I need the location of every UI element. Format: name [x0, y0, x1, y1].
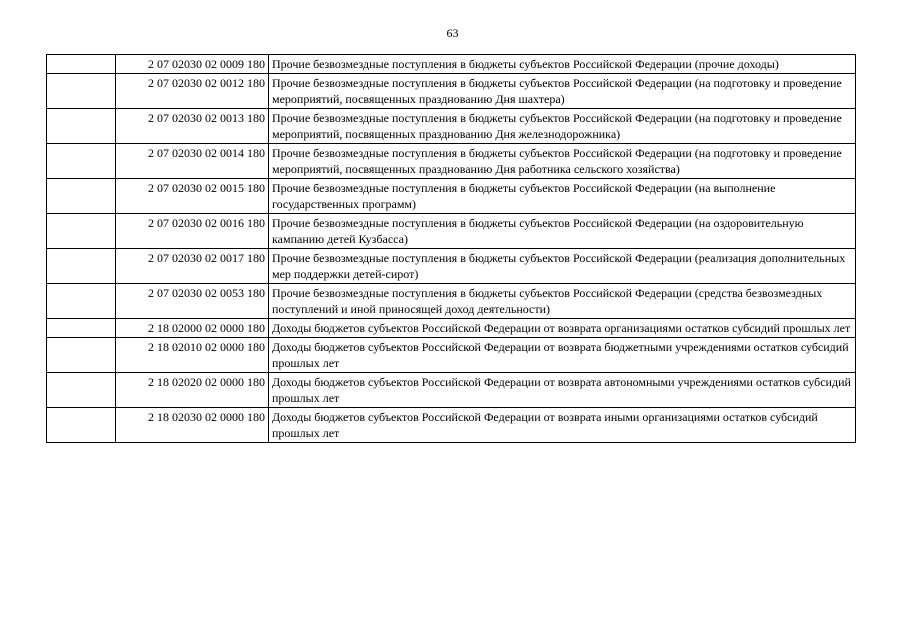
revenue-name-cell: Прочие безвозмездные поступления в бюджеты субъектов Российской Федерации (на подготовку и проведение мероприятий, посвященных празднованию Дня шахтера): [269, 74, 856, 109]
table-row: [47, 55, 856, 74]
admin-code-cell: [47, 109, 116, 144]
revenue-name-cell: Прочие безвозмездные поступления в бюджеты субъектов Российской Федерации (средства безвозмездных поступлений и иной приносящей доход деятельности): [269, 284, 856, 319]
table-row: [47, 408, 856, 443]
revenue-code-cell: 2 18 02000 02 0000 180: [116, 319, 269, 338]
table-row: [47, 373, 856, 408]
table-row: [47, 74, 856, 109]
revenue-name-cell: Прочие безвозмездные поступления в бюджеты субъектов Российской Федерации (реализация дополнительных мер поддержки детей-сирот): [269, 249, 856, 284]
revenue-code-cell: 2 07 02030 02 0016 180: [116, 214, 269, 249]
table-row: [47, 338, 856, 373]
admin-code-cell: [47, 74, 116, 109]
revenue-code-cell: 2 18 02020 02 0000 180: [116, 373, 269, 408]
table-row: [47, 284, 856, 319]
table-body: [47, 55, 856, 443]
admin-code-cell: [47, 338, 116, 373]
revenue-code-cell: 2 07 02030 02 0014 180: [116, 144, 269, 179]
admin-code-cell: [47, 214, 116, 249]
table-row: [47, 249, 856, 284]
admin-code-cell: [47, 284, 116, 319]
revenue-name-cell: Доходы бюджетов субъектов Российской Федерации от возврата организациями остатков субсидий прошлых лет: [269, 319, 856, 338]
revenue-code-cell: 2 07 02030 02 0017 180: [116, 249, 269, 284]
table-row: [47, 144, 856, 179]
page-number: 63: [446, 26, 459, 40]
admin-code-cell: [47, 408, 116, 443]
revenue-name-cell: Прочие безвозмездные поступления в бюджеты субъектов Российской Федерации (на подготовку и проведение мероприятий, посвященных празднованию Дня железнодорожника): [269, 109, 856, 144]
admin-code-cell: [47, 179, 116, 214]
table-row: [47, 179, 856, 214]
revenue-name-cell: Доходы бюджетов субъектов Российской Федерации от возврата автономными учреждениями остатков субсидий прошлых лет: [269, 373, 856, 408]
revenue-code-cell: 2 07 02030 02 0009 180: [116, 55, 269, 74]
revenue-name-cell: Прочие безвозмездные поступления в бюджеты субъектов Российской Федерации (на подготовку и проведение мероприятий, посвященных празднованию Дня работника сельского хозяйства): [269, 144, 856, 179]
revenue-name-cell: Доходы бюджетов субъектов Российской Федерации от возврата бюджетными учреждениями остатков субсидий прошлых лет: [269, 338, 856, 373]
revenue-code-cell: 2 07 02030 02 0012 180: [116, 74, 269, 109]
revenue-name-cell: Прочие безвозмездные поступления в бюджеты субъектов Российской Федерации (на выполнение государственных программ): [269, 179, 856, 214]
revenue-code-cell: 2 18 02010 02 0000 180: [116, 338, 269, 373]
budget-codes-table: [46, 54, 856, 443]
revenue-code-cell: 2 07 02030 02 0013 180: [116, 109, 269, 144]
revenue-code-cell: 2 07 02030 02 0015 180: [116, 179, 269, 214]
revenue-name-cell: Прочие безвозмездные поступления в бюджеты субъектов Российской Федерации (на оздоровительную кампанию детей Кузбасса): [269, 214, 856, 249]
admin-code-cell: [47, 319, 116, 338]
admin-code-cell: [47, 373, 116, 408]
revenue-name-cell: Прочие безвозмездные поступления в бюджеты субъектов Российской Федерации (прочие доходы): [269, 55, 856, 74]
admin-code-cell: [47, 249, 116, 284]
revenue-code-cell: 2 18 02030 02 0000 180: [116, 408, 269, 443]
table-row: [47, 109, 856, 144]
revenue-code-cell: 2 07 02030 02 0053 180: [116, 284, 269, 319]
table-row: [47, 319, 856, 338]
admin-code-cell: [47, 144, 116, 179]
admin-code-cell: [47, 55, 116, 74]
revenue-name-cell: Доходы бюджетов субъектов Российской Федерации от возврата иными организациями остатков субсидий прошлых лет: [269, 408, 856, 443]
table-row: [47, 214, 856, 249]
